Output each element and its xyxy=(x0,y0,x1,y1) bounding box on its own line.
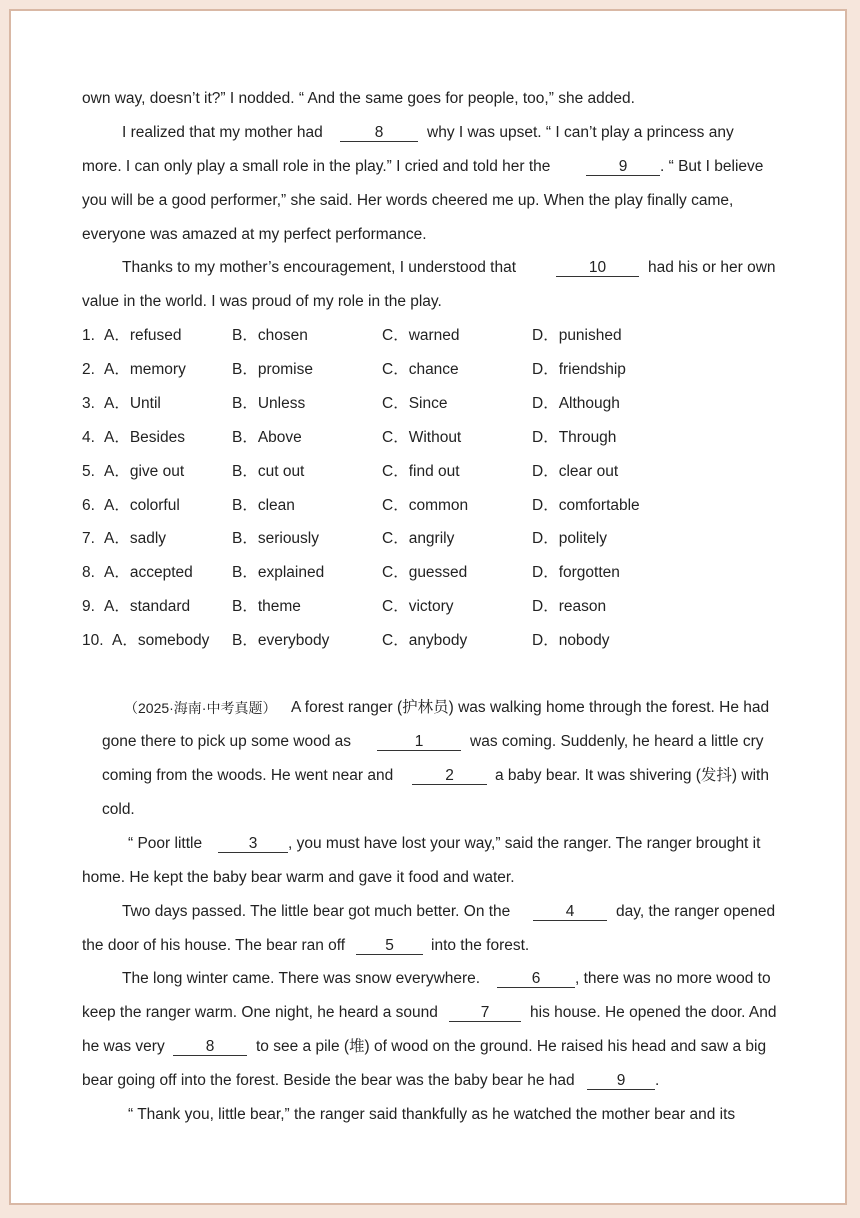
option-b: B．explained xyxy=(232,564,325,582)
option-c: C．angrily xyxy=(382,530,455,548)
text: day, the ranger opened xyxy=(616,903,776,920)
question-number: 1. xyxy=(82,327,95,344)
text: his house. He opened the door. And xyxy=(530,1004,777,1021)
option-b: B．theme xyxy=(232,598,301,616)
text: why I was upset. “ I can’t play a princess any xyxy=(427,124,734,141)
option-b: B．seriously xyxy=(232,530,319,548)
text: Two days passed. The little bear got much better. On the xyxy=(122,903,511,920)
option-a: A．sadly xyxy=(104,530,167,548)
option-a: A．refused xyxy=(104,327,182,344)
blank-6: 6 xyxy=(497,969,575,988)
blank-8: 8 xyxy=(173,1037,247,1056)
source-tag: （2025·海南·中考真题） xyxy=(124,700,277,716)
option-b: B．promise xyxy=(232,360,313,378)
option-d: D．reason xyxy=(532,598,607,616)
option-a: A．memory xyxy=(104,360,186,378)
text: value in the world. I was proud of my role in the play. xyxy=(82,293,442,310)
question-number: 8. xyxy=(82,564,95,582)
text: A forest ranger (护林员) was walking home through the forest. He had xyxy=(291,699,770,716)
option-a: A．give out xyxy=(104,462,185,480)
text: Thanks to my mother’s encouragement, I understood that xyxy=(122,259,517,276)
blank-1: 1 xyxy=(377,732,461,751)
text: own way, doesn’t it?” I nodded. “ And the same goes for people, too,” she added. xyxy=(82,90,635,107)
blank-9: 9 xyxy=(587,1071,655,1090)
option-b: B．Above xyxy=(232,428,302,446)
blank-10: 10 xyxy=(556,258,639,277)
text: the door of his house. The bear ran off xyxy=(82,937,346,954)
text: into the forest. xyxy=(431,937,530,954)
text: coming from the woods. He went near and xyxy=(102,767,394,784)
option-c: C．victory xyxy=(382,598,454,616)
blank-8: 8 xyxy=(340,123,418,142)
text: cold. xyxy=(102,801,135,818)
question-number: 9. xyxy=(82,598,95,616)
option-d: D．friendship xyxy=(532,360,626,378)
option-a: A．somebody xyxy=(112,632,210,650)
question-number: 5. xyxy=(82,462,95,480)
text: bear going off into the forest. Beside the bear was the baby bear he had xyxy=(82,1072,575,1089)
text: “ Poor little xyxy=(128,835,203,852)
option-d: D．Through xyxy=(532,428,617,446)
blank-9: 9 xyxy=(586,157,660,176)
blank-7: 7 xyxy=(449,1003,521,1022)
option-c: C．guessed xyxy=(382,564,468,582)
text: , there was no more wood to xyxy=(575,970,771,987)
text: you will be a good performer,” she said. Her words cheered me up. When the play finally came, xyxy=(82,192,734,209)
question-number: 7. xyxy=(82,530,95,548)
option-b: B．cut out xyxy=(232,462,305,480)
option-d: D．forgotten xyxy=(532,564,620,582)
option-b: B．clean xyxy=(232,496,295,514)
option-a: A．colorful xyxy=(104,496,180,514)
text: he was very xyxy=(82,1038,165,1055)
option-d: D．clear out xyxy=(532,462,619,480)
text: had his or her own xyxy=(648,259,776,276)
option-c: C．anybody xyxy=(382,632,468,650)
text: home. He kept the baby bear warm and gave it food and water. xyxy=(82,869,515,886)
text: . xyxy=(655,1072,660,1089)
question-number: 2. xyxy=(82,360,95,378)
option-b: B．everybody xyxy=(232,632,330,650)
option-d: D．Although xyxy=(532,394,620,412)
option-a: A．standard xyxy=(104,598,191,616)
text: I realized that my mother had xyxy=(122,124,323,141)
question-number: 6. xyxy=(82,496,95,514)
text: everyone was amazed at my perfect performance. xyxy=(82,226,427,243)
text: more. I can only play a small role in the play.” I cried and told her the xyxy=(82,158,551,175)
option-d: D．nobody xyxy=(532,632,610,650)
text: , you must have lost your way,” said the ranger. The ranger brought it xyxy=(288,835,761,852)
option-c: C．Since xyxy=(382,394,448,412)
option-c: C．Without xyxy=(382,428,462,446)
text: a baby bear. It was shivering (发抖) with xyxy=(495,767,769,784)
option-c: C．chance xyxy=(382,360,459,378)
option-a: A．accepted xyxy=(104,564,193,582)
option-a: A．Besides xyxy=(104,428,185,446)
option-a: A．Until xyxy=(104,394,161,412)
blank-3: 3 xyxy=(218,834,288,853)
question-number: 10. xyxy=(82,632,104,650)
question-number: 4. xyxy=(82,428,95,446)
text: to see a pile (堆) of wood on the ground. He raised his head and saw a big xyxy=(256,1038,767,1055)
option-c: C．common xyxy=(382,496,469,514)
option-d: D．politely xyxy=(532,530,607,548)
text: gone there to pick up some wood as xyxy=(102,733,352,750)
question-number: 3. xyxy=(82,394,95,412)
text: The long winter came. There was snow everywhere. xyxy=(122,970,481,987)
option-d: D．comfortable xyxy=(532,496,640,514)
blank-5: 5 xyxy=(356,936,423,955)
text: . “ But I believe xyxy=(660,158,764,175)
blank-4: 4 xyxy=(533,902,607,921)
text: was coming. Suddenly, he heard a little cry xyxy=(470,733,764,750)
option-c: C．warned xyxy=(382,327,460,344)
option-c: C．find out xyxy=(382,462,460,480)
option-b: B．chosen xyxy=(232,327,308,344)
text: keep the ranger warm. One night, he heard a sound xyxy=(82,1004,438,1021)
option-d: D．punished xyxy=(532,327,622,344)
text: “ Thank you, little bear,” the ranger said thankfully as he watched the mother bear and its xyxy=(128,1106,736,1123)
blank-2: 2 xyxy=(412,766,487,785)
option-b: B．Unless xyxy=(232,394,306,412)
